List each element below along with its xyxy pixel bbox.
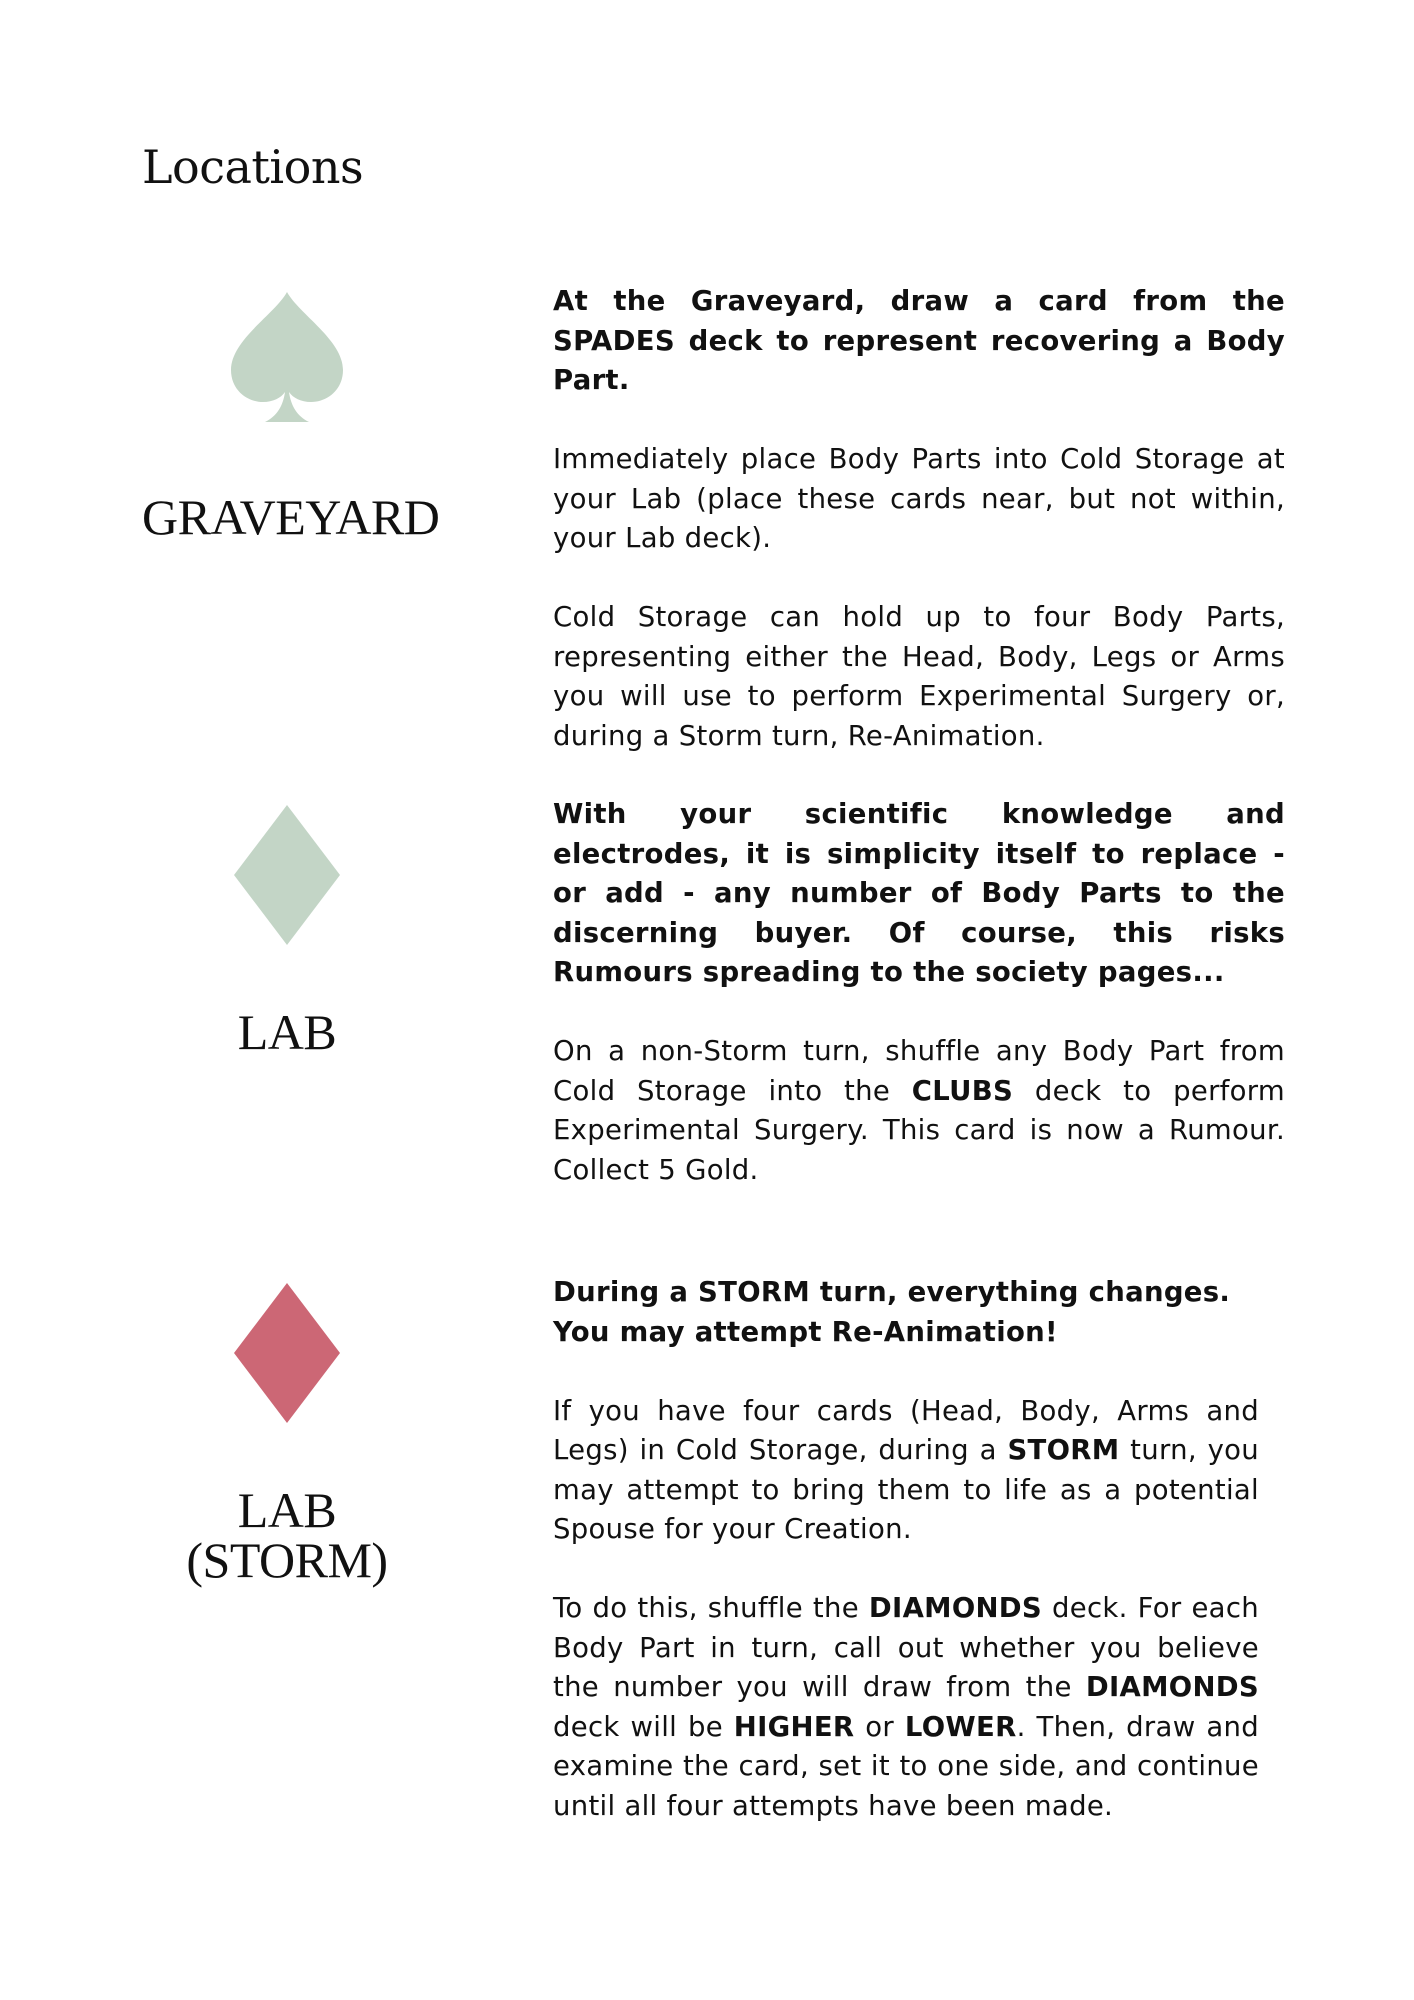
paragraph: Cold Storage can hold up to four Body Parts, representing either the Head, Body, Legs or Arms you will use to perform Experimental Surgery or, during a Storm turn, Re-Animation.: [553, 601, 1285, 752]
diamond-icon: [232, 805, 342, 945]
paragraph: At the Graveyard, draw a card from the SPADES deck to represent recovering a Body Part.: [553, 285, 1285, 396]
paragraph: On a non-Storm turn, shuffle any Body Part from Cold Storage into the CLUBS deck to perform Experimental Surgery. This card is now a Rumour. Collect 5 Gold.: [553, 1035, 1285, 1186]
lab-storm-label-line1: LAB: [237, 1482, 337, 1538]
paragraph: With your scientific knowledge and electrodes, it is simplicity itself to replace - or add - any number of Body Parts to the discerning buyer. Of course, this risks Rumours spreading to the society pages...: [553, 798, 1285, 988]
paragraph: During a STORM turn, everything changes. You may attempt Re-Animation!: [553, 1276, 1231, 1348]
page-title: Locations: [142, 140, 364, 194]
graveyard-label: GRAVEYARD: [142, 489, 440, 545]
lab-text: [553, 795, 1285, 1190]
lab-label: LAB: [237, 1004, 337, 1060]
lab-storm-text: [553, 1273, 1259, 1826]
paragraph: To do this, shuffle the DIAMONDS deck. For each Body Part in turn, call out whether you believe the number you will draw from the DIAMONDS deck will be HIGHER or LOWER. Then, draw and examine the card, set it to one side, and continue until all four attempts have been made.: [553, 1592, 1259, 1822]
spade-icon: [225, 290, 349, 426]
lab-header: [142, 805, 432, 1060]
lab-storm-label-line2: (STORM): [186, 1532, 388, 1588]
lab-storm-header: [142, 1283, 432, 1588]
graveyard-header: [142, 290, 440, 545]
paragraph: Immediately place Body Parts into Cold Storage at your Lab (place these cards near, but not within, your Lab deck).: [553, 443, 1285, 554]
paragraph: If you have four cards (Head, Body, Arms and Legs) in Cold Storage, during a STORM turn, you may attempt to bring them to life as a potential Spouse for your Creation.: [553, 1394, 1259, 1545]
diamond-icon: [232, 1283, 342, 1423]
graveyard-text: [553, 282, 1285, 756]
